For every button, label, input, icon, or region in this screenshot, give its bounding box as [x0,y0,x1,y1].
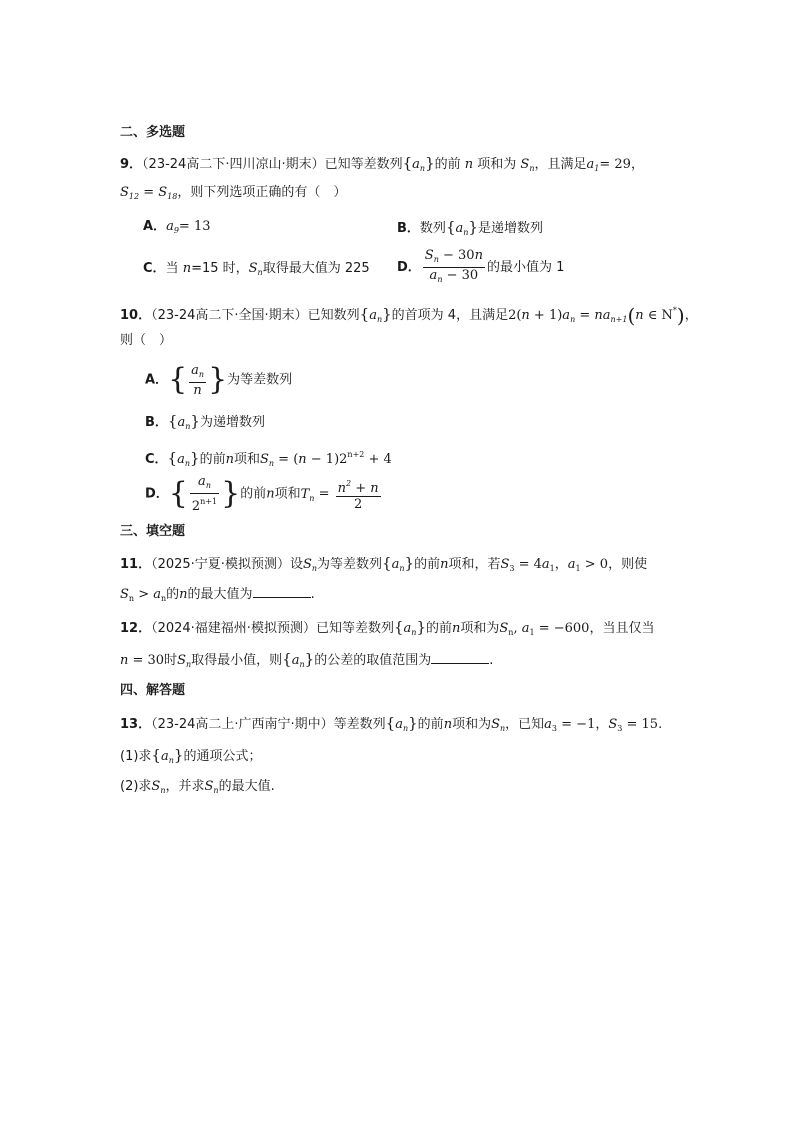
q13-text: (2)求 [120,779,152,794]
math: n [440,557,449,572]
math: { [445,218,456,236]
question-13-part-1 [120,746,261,770]
math: n = 30 [120,653,165,668]
q11-text: . [310,587,315,602]
math: n [443,717,453,732]
q12-text: 已知等差数列 [315,621,394,636]
math: $S_n$ [516,157,535,173]
q10-text: 已知数列 [307,308,360,323]
q13-text: 的通项公式； [183,749,262,764]
q11-text: 的最大值为 [187,587,253,602]
question-13-number: 13． [120,717,152,732]
math: { [151,746,161,764]
math-fraction: $\frac{a_n}{n}$ [191,362,205,398]
math: n [179,587,188,602]
q13-text: 的前 [417,717,444,732]
math: } [208,362,228,397]
math-fraction: $\frac{a_n}{2^{n+1}}$ [191,474,218,514]
question-13-part-2 [120,778,275,800]
q13-text: 的最大值. [218,779,275,794]
math: $a_n$ [177,452,191,468]
math: $S_n$ [491,717,506,733]
option-label: D． [145,486,169,502]
math: n [460,157,478,172]
math: { [167,412,178,430]
question-10-option-b [145,412,265,436]
question-11-line-1 [120,554,647,578]
math: $a_n$ [391,557,405,573]
math: $a_n$ [160,749,174,765]
q13-text: (1)求 [120,749,152,764]
q12-text: ，当且仅当 [589,621,655,636]
option-text: 的前 [199,452,226,467]
answer-blank[interactable] [253,585,311,598]
math: $T_n$ [300,486,315,503]
math: $a_3 = -1$ [544,717,596,733]
question-12-source: （2024·福建福州·模拟预测） [151,621,316,636]
q12-text: 的前 [425,621,452,636]
math: n [452,621,461,636]
question-9-source: （23-24高二下·四川凉山·期末） [142,157,325,172]
math: $S_n = (n - 1)2^{n+2} + 4$ [259,450,392,468]
math: } [468,218,478,236]
math: n [182,261,192,276]
math: } [190,412,200,430]
question-11-source: （2025·宁夏·模拟预测） [151,557,290,572]
question-9-number: 9． [120,157,143,172]
question-10-then: 则（ ） [120,333,173,348]
math: { [167,449,178,467]
question-10-option-d [145,474,383,519]
math: $a_n$ [455,221,469,237]
math: $S_n$, $a_1 = -600$ [499,621,590,637]
math: $S_n$ [204,779,219,795]
question-9-option-d [397,248,564,288]
q10-text: ， [684,308,698,323]
math: } [304,650,315,668]
question-12-line-2 [120,650,493,674]
option-text: 当 [165,261,183,276]
math: $S_n$ [302,557,318,573]
option-label: A． [145,372,169,388]
math: $a_n$ [403,621,417,637]
math: $a_n$ [369,308,383,324]
option-label: B． [145,415,168,430]
math: } [382,305,392,323]
q9-text: 项和为 [477,157,517,172]
option-label: A． [143,219,167,234]
answer-blank[interactable] [431,651,489,664]
math: n [225,452,234,467]
question-12-line-1 [120,618,654,642]
math: = [139,185,159,200]
option-text: 的前 [240,486,267,502]
math: { [385,714,396,732]
q12-text: 时 [164,653,178,668]
question-11-line-2 [120,585,315,608]
math: } [221,476,241,511]
section-heading-fill: 三、填空题 [120,524,186,539]
math: { [393,618,404,636]
option-label: B． [397,221,420,236]
section-heading-answer: 四、解答题 [120,683,186,698]
q11-text: 为等差数列 [317,557,383,572]
q11-text: 项和，若 [448,557,501,572]
math-fraction: $\frac{n^2 + n}{2}$ [336,476,381,512]
math: } [408,714,418,732]
q13-text: 项和为 [452,717,492,732]
question-9-line-2 [120,184,346,206]
math: } [416,618,426,636]
q9-text: 已知等差数列 [324,157,403,172]
option-text: 项和 [233,452,260,467]
question-13-line-1 [120,714,662,738]
math: $S_3 = 15$ [608,717,659,733]
option-text: =15 时， [191,261,249,276]
math: $S_n$ [177,653,192,669]
math: } [425,154,435,172]
question-9-option-c [143,260,370,282]
option-label: C． [143,261,166,276]
math: $a_n$ [177,415,191,431]
option-label: D． [397,260,421,275]
math: $S_{12}$ [120,185,140,201]
option-a-value: = 13 [178,219,211,234]
option-text: 为递增数列 [199,415,265,430]
math: $a_1 > 0$ [567,557,609,573]
math: $S_3 = 4a_1$ [500,557,555,573]
q11-text: ， [554,557,568,572]
q11-text: 的前 [414,557,441,572]
math: { [382,554,392,572]
math: $a_n$ [412,157,426,173]
math: { [402,154,413,172]
math: $S_{18}$ [158,185,178,201]
option-text: 数列 [419,221,446,236]
math: { [282,650,292,668]
option-text: 项和 [274,486,301,502]
q13-text: ， [595,717,609,732]
q12-text: . [489,653,494,668]
q13-text: ，并求 [165,779,205,794]
option-text: 是递增数列 [477,221,543,236]
question-10-number: 10． [120,308,152,323]
q11-text: 设 [289,557,303,572]
question-9-option-b [397,218,543,242]
q9-text: ，则下列选项正确的有（ ） [177,185,347,200]
q10-text: 的首项为 4，且满足 [391,308,509,323]
q9-text: ， [630,157,644,172]
q9-text: 的前 [434,157,461,172]
math: $a_1$ [586,157,600,173]
question-10-option-c [145,446,392,473]
math: { [168,362,188,397]
math: n [266,486,275,502]
q12-text: 项和为 [460,621,500,636]
q12-text: 的公差的取值范围为 [314,653,432,668]
question-9-line-1 [120,154,644,178]
q13-text: . [658,717,663,732]
question-10-source: （23-24高二下·全国·期末） [151,308,308,323]
question-12-number: 12． [120,621,152,636]
question-11-number: 11． [120,557,152,572]
math: $S_n$ [151,779,166,795]
math: $S_n$ [248,261,263,277]
math: $a_n$ [291,653,305,669]
math: $S_n > a_n$ [120,587,167,603]
question-10-option-a [145,360,292,401]
option-text: 为等差数列 [227,372,293,388]
math: } [404,554,415,572]
section-heading-multi: 二、多选题 [120,125,186,140]
q9-text: ，且满足 [534,157,587,172]
option-text: 的最小值为 1 [486,260,565,275]
q12-text: 取得最小值，则 [191,653,283,668]
question-13-source: （23-24高二上·广西南宁·期中） [151,717,334,732]
math: $a_n$ [395,717,409,733]
math-fraction: $\frac{S_n - 30n}{a_n - 30}$ [424,248,483,284]
math: = [314,486,334,502]
math: } [173,746,184,764]
q9-a1-value: = 29 [599,157,631,172]
option-text: 取得最大值为 225 [262,261,370,276]
question-10-line-1 [120,302,698,329]
math: } [190,449,200,467]
math: $a_9$ [166,219,179,235]
q13-text: ，已知 [505,717,545,732]
q13-text: 等差数列 [333,717,386,732]
question-9-option-a [143,218,211,240]
q11-text: ，则使 [608,557,648,572]
option-label: C． [145,452,168,467]
math: { [168,476,188,511]
math: { [359,305,370,323]
q11-text: 的 [166,587,180,602]
math: $2(n + 1)a_n = na_{n+1}(n$ ∈ N*) [508,303,685,328]
